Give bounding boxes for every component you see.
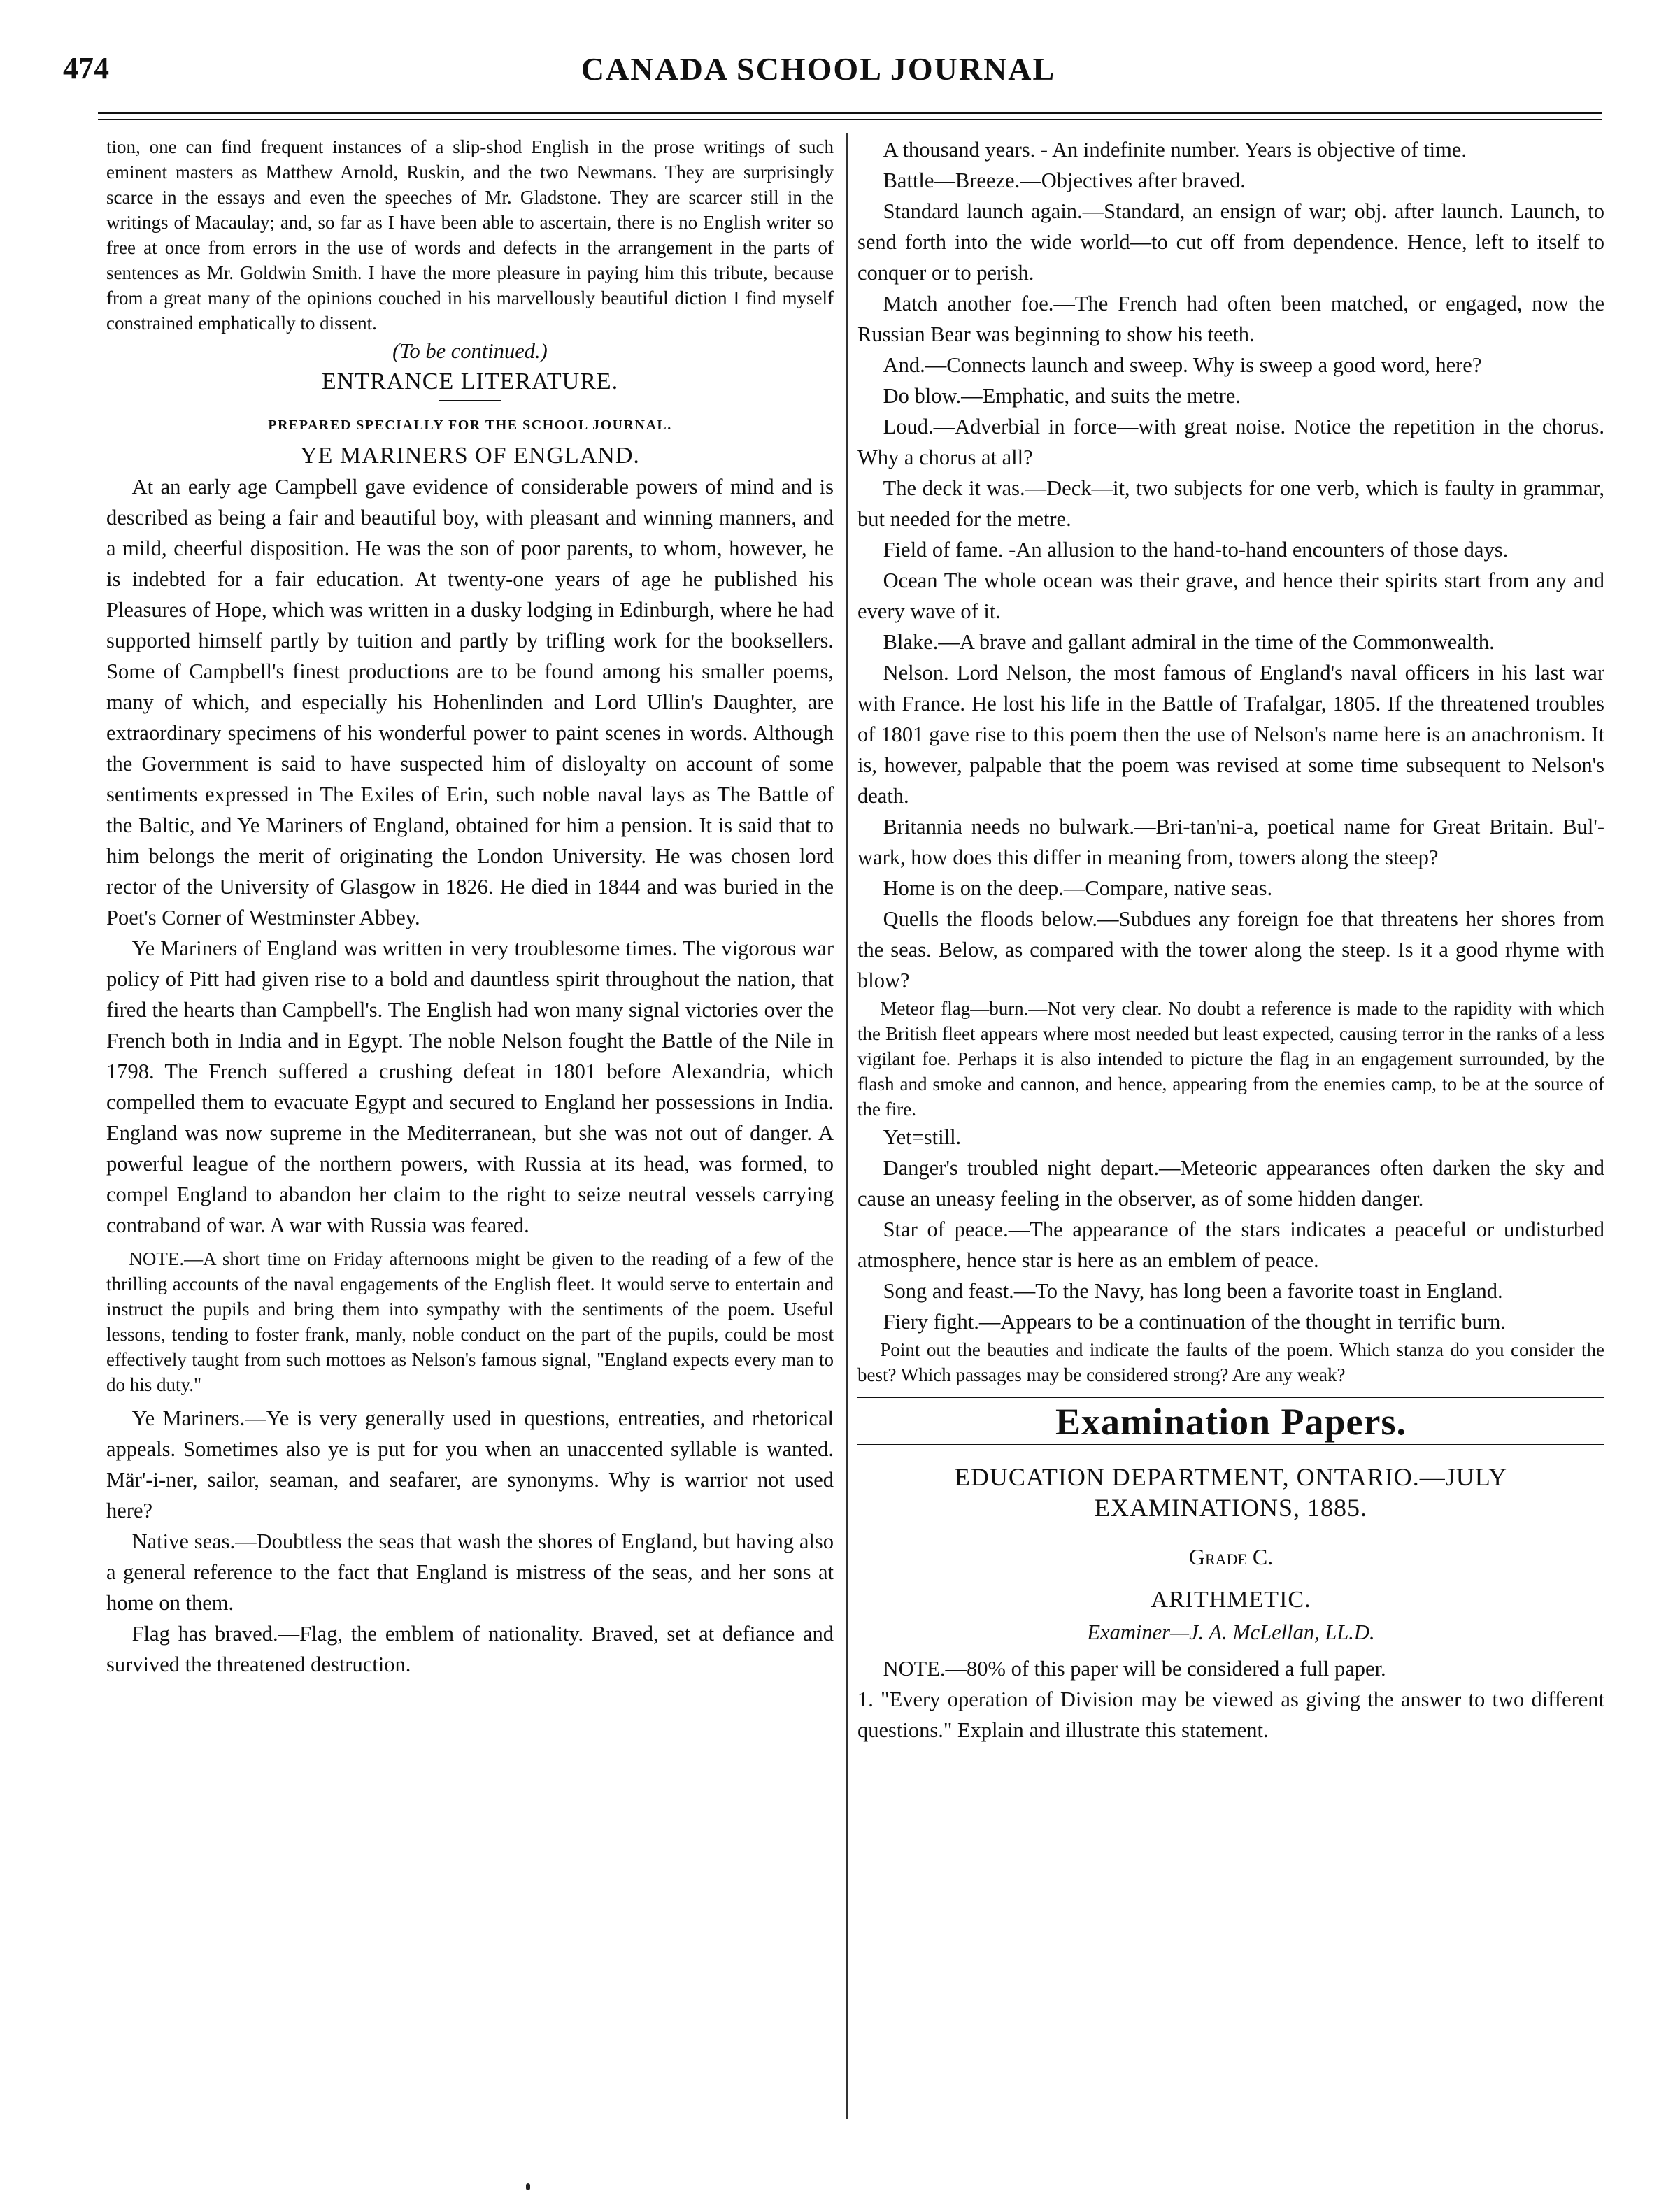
- poem-context: Ye Mariners of England was written in very troublesome times. The vigorous war policy of Pitt had given rise to a bold and dauntless spirit throughout the nation, that fired the hearts than Campbell's. The English had won many signal victories over the French both in India and in Egypt. The noble Nelson fought the Battle of the Nile in 1798. The French suffered a crushing defeat in 1801 before Alexandria, which compelled them to evacuate Egypt and secured to England her possessions in India. England was now supreme in the Mediterranean, but she was not out of danger. A powerful league of the northern powers, with Russia at its head, was formed, to compel England to abandon her claim to the right to seize neutral vessels carrying contraband of war. A war with Russia was feared.: [106, 936, 834, 1237]
- note-fiery-fight: Fiery fight.—Appears to be a continuation of the thought in terrific burn.: [883, 1310, 1506, 1334]
- right-column: [857, 134, 1604, 1746]
- note-blake: Blake.—A brave and gallant admiral in the time of the Commonwealth.: [883, 630, 1495, 654]
- note-native-seas: Native seas.—Doubtless the seas that wash the shores of England, but having also a general reference to the fact that England is mistress of the seas, and her sons at home on them.: [106, 1529, 834, 1615]
- note-do-blow: Do blow.—Emphatic, and suits the metre.: [883, 384, 1241, 408]
- section-rule: [439, 400, 501, 401]
- note-ye-mariners: Ye Mariners.—Ye is very generally used in questions, entreaties, and rhetorical appeals. Sometimes also ye is put for you when an unaccented syllable is wanted. Mär'-i-ner, sailor, seaman, and seafarer, are synonyms. Why is warrior not used here?: [106, 1406, 834, 1522]
- essay-conclusion: tion, one can find frequent instances of a slip-shod English in the prose writings of such eminent masters as Matthew Arnold, Ruskin, and the two Newmans. They are surprisingly scarce in the essays and even the speeches of Mr. Gladstone. They are scarcer still in the writings of Macaulay; and, so far as I have been able to ascertain, there is no English writer so free at once from errors in the use of words and defects in the arrangement in the parts of sentences as Mr. Goldwin Smith. I have the more pleasure in paying him this tribute, because from a great many of the opinions couched in his marvellously beautiful diction I find myself constrained emphatically to dissent.: [106, 136, 834, 334]
- header-rule-thin: [98, 119, 1602, 120]
- left-column: [106, 134, 834, 1680]
- poem-title: YE MARINERS OF ENGLAND.: [300, 443, 640, 469]
- note-britannia: Britannia needs no bulwark.—Bri-tan'ni-a, poetical name for Great Britain. Bul'-wark, how does this differ in meaning from, towers along the steep?: [857, 815, 1604, 869]
- note-star-of-peace: Star of peace.—The appearance of the stars indicates a peaceful or undisturbed atmosphere, hence star is here as an emblem of peace.: [857, 1218, 1604, 1272]
- exam-question-1: 1. "Every operation of Division may be viewed as giving the answer to two different questions." Explain and illustrate this statement.: [857, 1687, 1604, 1742]
- note-match-another-foe: Match another foe.—The French had often been matched, or engaged, now the Russian Bear was beginning to show his teeth.: [857, 292, 1604, 346]
- page-header: [63, 50, 1574, 106]
- note-flag-has-braved: Flag has braved.—Flag, the emblem of nationality. Braved, set at defiance and survived the threatened destruction.: [106, 1622, 834, 1676]
- note-home-on-deep: Home is on the deep.—Compare, native seas.: [883, 876, 1273, 900]
- note-dangers-night: Danger's troubled night depart.—Meteoric appearances often darken the sky and cause an uneasy feeling in the observer, as of some hidden danger.: [857, 1156, 1604, 1211]
- note-field-of-fame: Field of fame. -An allusion to the hand-to-hand encounters of those days.: [883, 538, 1509, 562]
- page-speck: [526, 2183, 530, 2190]
- closing-questions: Point out the beauties and indicate the faults of the poem. Which stanza do you consider the best? Which passages may be considered strong? Are any weak?: [857, 1339, 1604, 1385]
- note-yet: Yet=still.: [883, 1125, 962, 1149]
- note-nelson: Nelson. Lord Nelson, the most famous of England's naval officers in his last war with France. He lost his life in the Battle of Trafalgar, 1805. If the threatened troubles of 1801 gave rise to this poem then the use of Nelson's name here is an anachronism. It is, however, palpable that the poem was revised at some time subsequent to Nelson's death.: [857, 661, 1604, 808]
- prepared-byline: PREPARED SPECIALLY FOR THE SCHOOL JOURNAL.: [268, 418, 672, 433]
- education-department-heading: EDUCATION DEPARTMENT, ONTARIO.—JULY EXAMINATIONS, 1885.: [954, 1463, 1508, 1522]
- header-rule: [98, 112, 1602, 114]
- note-and: And.—Connects launch and sweep. Why is sweep a good word, here?: [883, 353, 1482, 377]
- note-loud: Loud.—Adverbial in force—with great noise. Notice the repetition in the chorus. Why a chorus at all?: [857, 415, 1604, 469]
- note-deck: The deck it was.—Deck—it, two subjects for one verb, which is faulty in grammar, but needed for the metre.: [857, 476, 1604, 531]
- note-standard-launch: Standard launch again.—Standard, an ensign of war; obj. after launch. Launch, to send forth into the wide world—to cut off from dependence. Hence, left to itself to conquer or to perish.: [857, 199, 1604, 285]
- note-meteor-flag: Meteor flag—burn.—Not very clear. No doubt a reference is made to the rapidity with which the British fleet appears where most needed but least expected, causing terror in the ranks of a less vigilant foe. Perhaps it is also intended to picture the flag in an engagement surrounded, by the flash and smoke and cannon, and hence, appearing from the enemies camp, to be at the source of the fire.: [857, 998, 1604, 1120]
- examination-papers-heading: Examination Papers.: [857, 1406, 1604, 1446]
- column-divider: [846, 133, 848, 2119]
- exam-note: NOTE.—80% of this paper will be considered a full paper.: [883, 1657, 1386, 1681]
- journal-title: CANADA SCHOOL JOURNAL: [581, 51, 1056, 87]
- campbell-biography: At an early age Campbell gave evidence of considerable powers of mind and is described as being a fair and beautiful boy, with pleasant and winning manners, and a mild, cheerful disposition. He was the son of poor parents, to whom, however, he is indebted for a fair education. At twenty-one years of age he published his Pleasures of Hope, which was written in a dusky lodging in Edinburgh, where he had supported himself partly by tuition and partly by trifling work for the booksellers. Some of Campbell's finest productions are to be found among his smaller poems, many of which, and especially his Hohenlinden and Lord Ullin's Daughter, are extraordinary specimens of his wonderful power to paint scenes in words. Although the Government is said to have suspected him of disloyalty on account of some sentiments expressed in The Exiles of Erin, such noble naval lays as The Battle of the Baltic, and Ye Mariners of England, obtained for him a pension. It is said that to him belongs the merit of originating the London University. He was chosen lord rector of the University of Glasgow in 1826. He died in 1844 and was buried in the Poet's Corner of Westminster Abbey.: [106, 475, 834, 929]
- examiner-line: Examiner—J. A. McLellan, LL.D.: [1087, 1620, 1375, 1644]
- subject-heading: ARITHMETIC.: [1151, 1587, 1311, 1613]
- note-ocean: Ocean The whole ocean was their grave, and hence their spirits start from any and every wave of it.: [857, 569, 1604, 623]
- to-be-continued: (To be continued.): [392, 339, 548, 363]
- page-number: 474: [63, 51, 109, 85]
- note-thousand-years: A thousand years. - An indefinite number. Years is objective of time.: [883, 138, 1467, 162]
- teaching-note: NOTE.—A short time on Friday afternoons might be given to the reading of a few of the thrilling accounts of the naval engagements of the English fleet. It would serve to entertain and instruct the pupils and bring them into sympathy with the sentiments of the poem. Useful lessons, tending to foster frank, manly, noble conduct on the part of the pupils, could be most effectively taught from such mottoes as Nelson's famous signal, "England expects every man to do his duty.": [106, 1248, 834, 1395]
- note-battle-breeze: Battle—Breeze.—Objectives after braved.: [883, 169, 1246, 192]
- examination-papers-section: [857, 1397, 1604, 1746]
- grade-label: Grade C.: [1188, 1544, 1274, 1569]
- section-title-entrance-literature: ENTRANCE LITERATURE.: [321, 369, 619, 394]
- note-song-and-feast: Song and feast.—To the Navy, has long been a favorite toast in England.: [883, 1279, 1503, 1303]
- note-quells-floods: Quells the floods below.—Subdues any foreign foe that threatens her shores from the seas. Below, as compared with the tower along the steep. Is it a good rhyme with blow?: [857, 907, 1604, 992]
